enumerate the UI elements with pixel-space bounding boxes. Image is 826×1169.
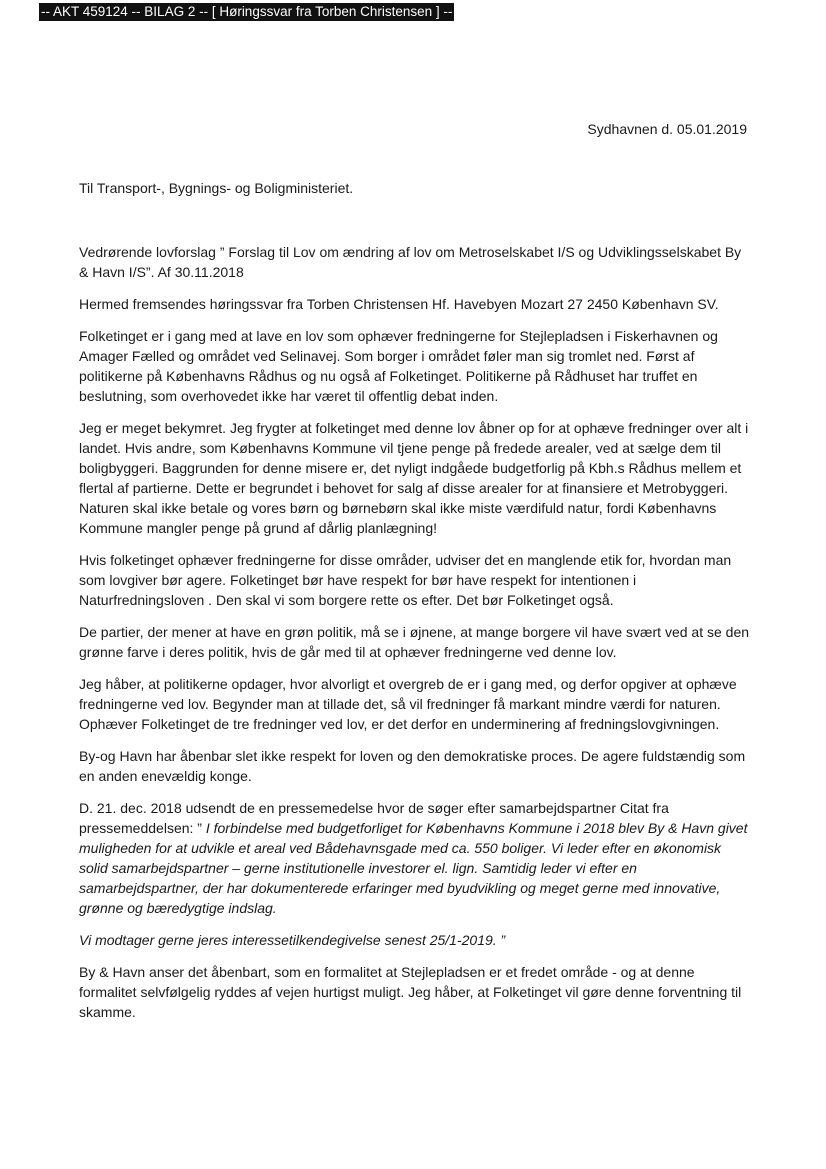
paragraph-3: Hvis folketinget ophæver fredningerne for disse områder, udviser det en manglende etik for, hvordan man som lovgiver bør agere. Folketinget bør have respekt for bør have respekt for intentionen i Naturfredningsloven . Den skal vi som borgere rette os efter. Det bør Folketinget også. [79,552,732,608]
press-release-lead: D. 21. dec. 2018 udsendt de en pressemedelse hvor de søger efter samarbejdspartner Citat fra pressemeddelsen: ” [79,800,669,836]
paragraph-7 [79,798,751,918]
paragraph-5: Jeg håber, at politikerne opdager, hvor alvorligt et overgreb de er i gang med, og derfor opgiver at ophæve fredningerne ved lov. Begynder man at tillade det, så vil fredninger få markant mindre værdi for naturen. Ophæver Folketinget de tre fredninger ved lov, er det derfor en underminering af fredningslovgivningen. [79,676,737,732]
letter-body [79,178,751,1034]
paragraph-4: De partier, der mener at have en grøn politik, må se i øjnene, at mange borgere vil have svært ved at se den grønne farve i deres politik, hvis de går med til at ophæver fredningerne ved denne lov. [79,624,750,660]
press-release-quote: I forbindelse med budgetforliget for Københavns Kommune i 2018 blev By & Havn givet muligheden for at udvikle et areal ved Bådehavnsgade med ca. 550 boliger. Vi leder efter en økonomisk solid samarbejdspartner – gerne institutionelle investorer el. lign. Samtidig leder vi efter en samarbejdspartner, der har dokumenterede erfaringer med byudvikling og meget gerne med innovative, grønne og bæredygtige indslag. [79,820,748,916]
date-line: Sydhavnen d. 05.01.2019 [587,121,747,137]
subject-line: Vedrørende lovforslag ” Forslag til Lov om ændring af lov om Metroselskabet I/S og Udviklingsselskabet By & Havn I/S”. Af 30.11.2018 [79,244,742,280]
paragraph-9: By & Havn anser det åbenbart, som en formalitet at Stejlepladsen er et fredet område - og at denne formalitet selvfølgelig ryddes af vejen hurtigst muligt. Jeg håber, at Folketinget vil gøre denne forventning til skamme. [79,964,742,1020]
intro-paragraph: Hermed fremsendes høringssvar fra Torben Christensen Hf. Havebyen Mozart 27 2450 København SV. [79,296,719,312]
document-stamp: -- AKT 459124 -- BILAG 2 -- [ Høringssvar fra Torben Christensen ] -- [41,4,453,19]
paragraph-6: By-og Havn har åbenbar slet ikke respekt for loven og den demokratiske proces. De agere fuldstændig som en anden enevældig konge. [79,748,746,784]
press-release-deadline: Vi modtager gerne jeres interessetilkendegivelse senest 25/1-2019. ” [79,932,506,948]
paragraph-1: Folketinget er i gang med at lave en lov som ophæver fredningerne for Stejlepladsen i Fiskerhavnen og Amager Fælled og området ved Selinavej. Som borger i området føler man sig tromlet ned. Først af politikerne på Københavns Rådhus og nu også af Folketinget. Politikerne på Rådhuset har truffet en beslutning, som overhovedet ikke har været til offentlig debat inden. [79,328,718,404]
addressee: Til Transport-, Bygnings- og Boligministeriet. [79,180,354,196]
paragraph-2: Jeg er meget bekymret. Jeg frygter at folketinget med denne lov åbner op for at ophæve fredninger over alt i landet. Hvis andre, som Københavns Kommune vil tjene penge på fredede arealer, ved at sælge dem til boligbyggeri. Baggrunden for denne misere er, det nyligt indgåede budgetforlig på Kbh.s Rådhus mellem et flertal af partierne. Dette er begrundet i behovet for salg af disse arealer for at finansiere et Metrobyggeri. Naturen skal ikke betale og vores børn og børnebørn skal ikke miste værdifuld natur, fordi Københavns Kommune mangler penge på grund af dårlig planlægning! [79,420,749,536]
